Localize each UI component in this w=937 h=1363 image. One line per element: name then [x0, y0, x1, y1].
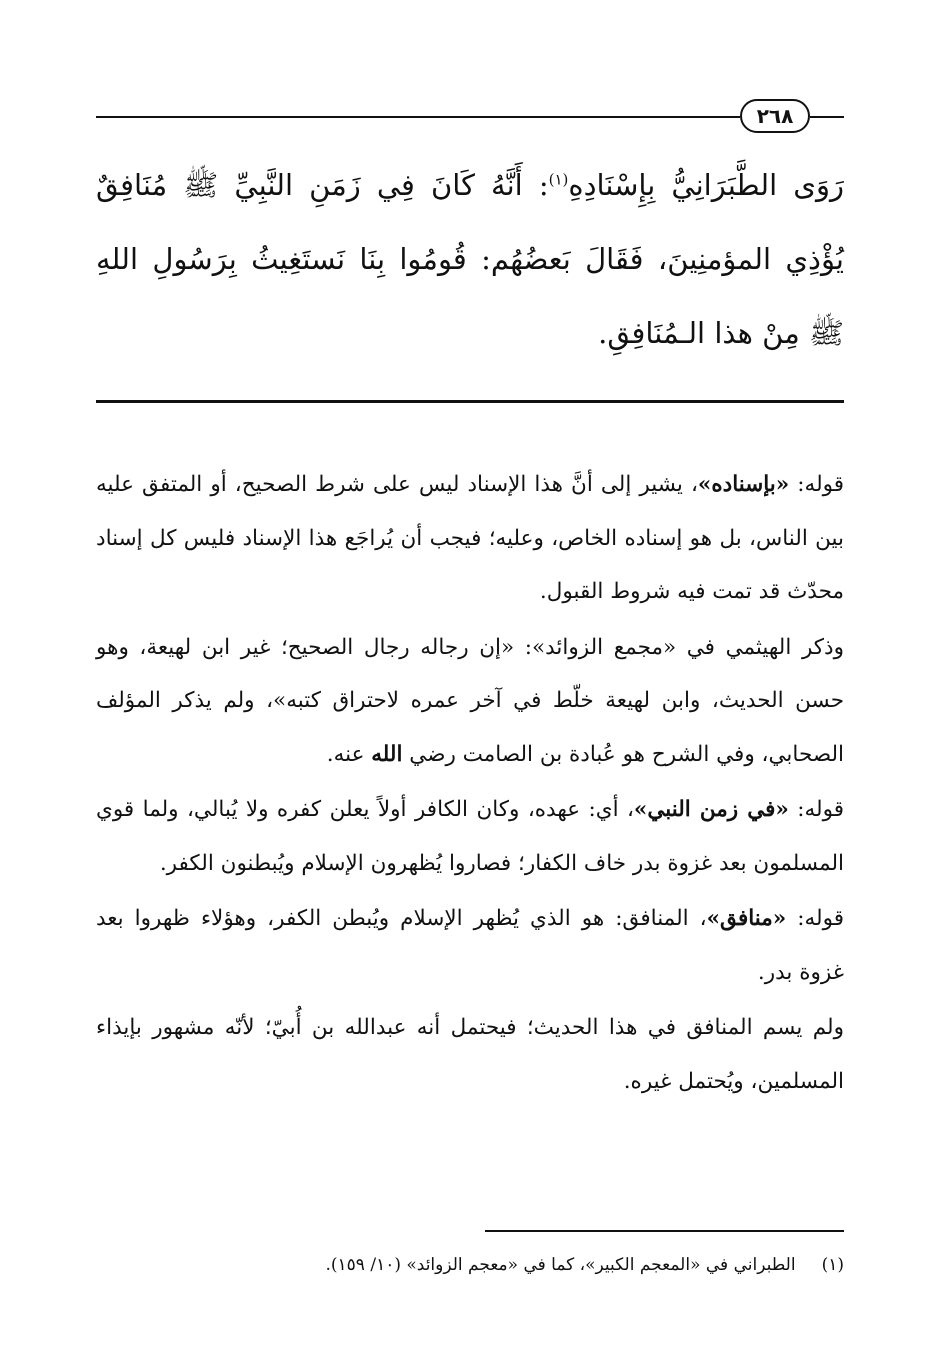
commentary-paragraph — [96, 621, 844, 782]
paragraph-text: عنه. — [326, 741, 372, 767]
header-rule — [96, 116, 740, 118]
paragraph-prefix: قوله: — [789, 472, 845, 497]
quoted-term: «في زمن النبي» — [633, 797, 789, 822]
commentary-paragraph — [96, 783, 844, 890]
commentary-paragraph — [96, 1001, 844, 1108]
paragraph-text: ، يشير إلى أنَّ هذا الإسناد ليس على شرط الصحيح، أو المتفق عليه بين الناس، بل هو إسناده الخاص، وعليه؛ فيجب أن يُراجَع هذا الإسناد فليس كل إسناد محدّث قد تمت فيه شروط القبول. — [96, 472, 844, 604]
footnote-marker: (١) — [548, 170, 569, 189]
paragraph-prefix: قوله: — [786, 906, 844, 931]
footnote-text: الطبراني في «المعجم الكبير»، كما في «معجم الزوائد» (١٠/ ١٥٩). — [325, 1255, 796, 1275]
commentary-paragraph — [96, 458, 844, 619]
paragraph-prefix: قوله: — [788, 797, 844, 822]
header-rule — [810, 116, 844, 118]
commentary-paragraph — [96, 892, 844, 999]
hadith-part-1: رَوَى الطَّبَرَانِيُّ بِإِسْنَادِهِ — [568, 168, 844, 202]
paragraph-text: ، أي: عهده، وكان الكافر أولاً يعلن كفره ولا يُبالي، ولما قوي المسلمون بعد غزوة بدر خاف الكفار؛ فصاروا يُظهرون الإسلام ويُبطنون الكفر. — [96, 797, 844, 876]
footnote — [96, 1252, 844, 1278]
footnote-separator — [485, 1230, 844, 1232]
hadith-part-2: : أَنَّهُ كَانَ فِي زَمَنِ النَّبِيِّ ﷺ مُنَافِقٌ يُؤْذِي المؤمنِينَ، فَقَالَ بَعضُهُم: قُومُوا بِنَا نَستَغِيثُ بِرَسُولِ اللهِ ﷺ مِنْ هذا الـمُنَافِقِ. — [96, 168, 844, 350]
footnote-number: (١) — [821, 1255, 844, 1275]
quoted-term: «منافق» — [706, 906, 787, 931]
divine-name: الله — [371, 741, 403, 767]
section-divider — [96, 400, 844, 403]
commentary — [96, 458, 844, 1108]
hadith-text — [96, 148, 844, 370]
paragraph-prefix: وذكر الهيثمي في «مجمع الزوائد»: «إن رجاله رجال الصحيح؛ غير ابن لهيعة، وهو حسن الحديث، وابن لهيعة خلّط في آخر عمره لاحتراق كتبه»، ولم يذكر المؤلف الصحابي، وفي الشرح هو عُبادة بن الصامت رضي — [96, 634, 844, 767]
page-number: ٢٦٨ — [756, 104, 794, 128]
page-number-badge — [740, 99, 810, 133]
paragraph-text: ، المنافق: هو الذي يُظهر الإسلام ويُبطن الكفر، وهؤلاء ظهروا بعد غزوة بدر. — [96, 906, 844, 985]
paragraph-text: ولم يسم المنافق في هذا الحديث؛ فيحتمل أنه عبدالله بن أُبيّ؛ لأنّه مشهور بإيذاء المسلمين، ويُحتمل غيره. — [96, 1015, 844, 1094]
quoted-term: «بإسناده» — [697, 472, 790, 497]
